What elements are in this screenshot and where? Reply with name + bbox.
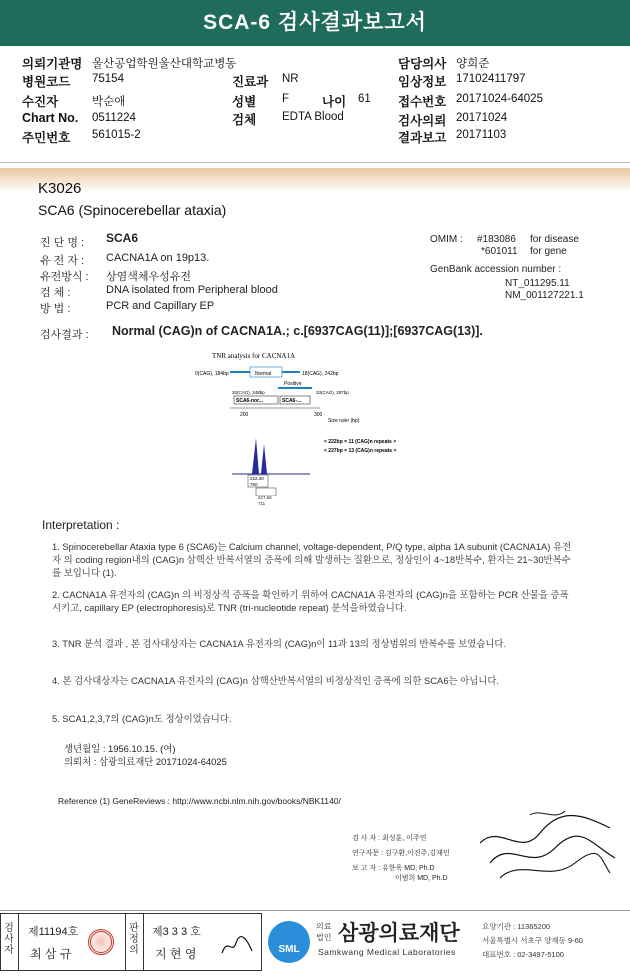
judge-vertical-label: 판정의 bbox=[129, 923, 139, 956]
omim-disease-id: #183086 bbox=[477, 234, 516, 245]
patient-label: 수진자 bbox=[22, 95, 59, 109]
institution-label: 의뢰기관명 bbox=[22, 57, 83, 71]
inheritance-label: 유전방식 : bbox=[40, 271, 89, 283]
org-info-code: 요양기관 : 11365200 bbox=[482, 922, 551, 931]
sca6-positive-text: SCA6-... bbox=[282, 398, 302, 404]
peak-227bp bbox=[261, 444, 267, 474]
tnr-figure bbox=[190, 346, 440, 496]
judge-name: 지 현 영 bbox=[155, 947, 197, 961]
handwritten-signatures bbox=[470, 803, 620, 888]
specimen-label: 검체 bbox=[232, 113, 257, 127]
sheet-top-band bbox=[0, 168, 630, 192]
signer-advisor: 연구자문 : 김구환,이진주,김재민 bbox=[352, 850, 450, 857]
dept-label: 진료과 bbox=[232, 75, 269, 89]
diagnosis-label: 진 단 명 : bbox=[40, 237, 85, 249]
age-label: 나이 bbox=[322, 95, 347, 109]
sex-label: 성별 bbox=[232, 95, 257, 109]
test-code: K3026 bbox=[38, 180, 82, 197]
report-date-value: 20171103 bbox=[456, 129, 507, 141]
receipt-label: 접수번호 bbox=[398, 95, 447, 109]
reference: Reference (1) GeneReviews : http://www.ncbi.nlm.nih.gov/books/NBK1140/ bbox=[58, 796, 341, 806]
normal-label: Normal bbox=[255, 371, 272, 377]
peak-222bp bbox=[252, 438, 259, 474]
patient-value: 박순애 bbox=[92, 96, 126, 108]
diagnosis-value: SCA6 bbox=[106, 231, 139, 245]
signer-reporter-2: 이범희 MD, Ph.D bbox=[395, 875, 448, 882]
sex-value: F bbox=[282, 93, 290, 105]
omim-gene-id: *601011 bbox=[481, 246, 518, 257]
peak2-height: 711 bbox=[258, 501, 266, 506]
figure-label-0cag: 0(CAG), 184bp bbox=[195, 371, 229, 377]
birth-date: 생년월일 : 1956.10.15. (여) bbox=[64, 743, 176, 754]
inspector-seal bbox=[88, 929, 114, 955]
request-label: 검사의뢰 bbox=[398, 114, 447, 128]
result-label: 검사결과 : bbox=[40, 329, 89, 341]
omim-disease-note: for disease bbox=[530, 234, 579, 245]
ruler-tick-200: 200 bbox=[240, 412, 249, 418]
test-name: SCA6 (Spinocerebellar ataxia) bbox=[38, 202, 227, 218]
omim-label: OMIM : bbox=[430, 234, 463, 245]
interpretation-p2: 2. CACNA1A 유전자의 (CAG)n 의 비정상적 증폭을 확인하기 위하여 CACNA1A 유전자의 (CAG)n을 포함하는 PCR 산물을 증폭시키고, capillary EP (electrophoresis)로 TNR (tri-nucleotide repeat) 분석을하였습니다. bbox=[52, 589, 569, 613]
inspector-name: 최 삼 규 bbox=[30, 947, 72, 961]
repeat-227bp: < 227bp = 13 (CAG)n repeats > bbox=[324, 448, 397, 454]
judge-signature bbox=[218, 933, 256, 959]
header-info bbox=[0, 52, 630, 162]
interpretation-p1: 1. Spinocerebellar Ataxia type 6 (SCA6)는 Calcium channel, voltage-dependent, P/Q type, alpha 1A subunit (CACNA1A) 유전자 의 coding region내의 (CAG)n 삼핵산 반복서열의 증폭에 의해 발생하는 질환으로, 정상인이 4~18반복수, 환자는 21~30반복수를 보입니다 (1). bbox=[52, 541, 572, 578]
report-title: SCA-6 검사결과보고서 bbox=[0, 0, 630, 46]
org-prefix-1: 의료 bbox=[316, 922, 332, 931]
signer-reporter: 보 고 자 : 유한욱 MD, Ph.D bbox=[352, 865, 435, 872]
dept-value: NR bbox=[282, 73, 299, 85]
org-info-phone: 대표번호 : 02-3497-5100 bbox=[482, 950, 564, 959]
doctor-label: 담당의사 bbox=[398, 57, 447, 71]
peak2-size: 227.66 bbox=[258, 495, 272, 500]
sample-value: DNA isolated from Peripheral blood bbox=[106, 284, 278, 296]
request-value: 20171024 bbox=[456, 112, 508, 124]
inheritance-value: 상염색체우성유전 bbox=[106, 271, 192, 283]
figure-label-20cag: 20(CAG), 248bp bbox=[232, 390, 265, 395]
sca6-normal-text: SCA6-nor... bbox=[236, 398, 263, 404]
ruler-caption: Size ruler (bp) bbox=[328, 418, 360, 424]
figure-label-33cag: 33(CAG), 287bp bbox=[316, 390, 349, 395]
clinical-label: 임상정보 bbox=[398, 75, 447, 89]
org-name: 삼광의료재단 bbox=[338, 922, 460, 945]
sml-logo: SML bbox=[268, 921, 310, 963]
peak1-size: 222.30 bbox=[250, 476, 264, 481]
chart-label: Chart No. bbox=[22, 111, 79, 125]
genbank-nm: NM_001127221.1 bbox=[505, 290, 584, 301]
rrn-value: 561015-2 bbox=[92, 129, 141, 141]
doctor-value: 양희준 bbox=[456, 58, 490, 70]
report-footer bbox=[0, 910, 630, 975]
hospital-code-label: 병원코드 bbox=[22, 75, 71, 89]
sample-label: 검 체 : bbox=[40, 287, 71, 299]
specimen-value: EDTA Blood bbox=[282, 111, 344, 123]
method-label: 방 법 : bbox=[40, 303, 71, 315]
interpretation-p3: 3. TNR 분석 결과 , 본 검사대상자는 CACNA1A 유전자의 (CAG)n이 11과 13의 정상범위의 반복수를 보였습니다. bbox=[52, 638, 507, 649]
org-info-address: 서울특별시 서초구 양재동 9-60 bbox=[482, 936, 583, 945]
inspector-vertical-label: 검사자 bbox=[4, 923, 14, 956]
age-value: 61 bbox=[358, 93, 371, 105]
signer-inspector: 검 사 자 : 최성훈, 이주연 bbox=[352, 835, 427, 842]
interpretation-p5: 5. SCA1,2,3,7의 (CAG)n도 정상이었습니다. bbox=[52, 713, 232, 724]
hospital-code-value: 75154 bbox=[92, 73, 124, 85]
header-divider bbox=[0, 162, 630, 163]
institution-value: 울산공업학원울산대학교병동 bbox=[92, 58, 237, 70]
interpretation-p4: 4. 본 검사대상자는 CACNA1A 유전자의 (CAG)n 삼핵산반복서열의 비정상적인 증폭에 의한 SCA6는 아닙니다. bbox=[52, 675, 500, 686]
inspector-license: 제11194호 bbox=[28, 926, 79, 938]
figure-title: TNR analysis for CACNA1A bbox=[212, 352, 296, 360]
interpretation-heading: Interpretation : bbox=[42, 518, 120, 532]
judge-license: 제3 3 3 호 bbox=[152, 926, 201, 938]
clinical-value: 17102411797 bbox=[456, 73, 526, 85]
org-english-name: Samkwang Medical Laboratories bbox=[318, 947, 456, 957]
receipt-value: 20171024-64025 bbox=[456, 93, 543, 105]
requester: 의뢰처 : 삼광의료재단 20171024-64025 bbox=[64, 756, 227, 767]
org-prefix-2: 법인 bbox=[316, 933, 332, 942]
chart-value: 0511224 bbox=[92, 112, 136, 124]
result-value: Normal (CAG)n of CACNA1A.; c.[6937CAG(11)];[6937CAG(13)]. bbox=[112, 324, 483, 338]
method-value: PCR and Capillary EP bbox=[106, 300, 215, 312]
genbank-label: GenBank accession number : bbox=[430, 264, 562, 275]
omim-gene-note: for gene bbox=[530, 246, 567, 257]
positive-label: Positive bbox=[284, 381, 302, 387]
genbank-nt: NT_011295.11 bbox=[505, 278, 570, 289]
rrn-label: 주민번호 bbox=[22, 131, 71, 145]
figure-label-18cag: 18(CAG), 242bp bbox=[302, 371, 339, 377]
ruler-tick-300: 300 bbox=[314, 412, 323, 418]
peak1-height: 760 bbox=[250, 482, 258, 487]
gene-label: 유 전 자 : bbox=[40, 255, 85, 267]
report-date-label: 결과보고 bbox=[398, 131, 447, 145]
result-sheet bbox=[0, 168, 630, 910]
repeat-222bp: < 222bp = 11 (CAG)n repeats > bbox=[324, 439, 397, 445]
gene-value: CACNA1A on 19p13. bbox=[106, 252, 210, 264]
